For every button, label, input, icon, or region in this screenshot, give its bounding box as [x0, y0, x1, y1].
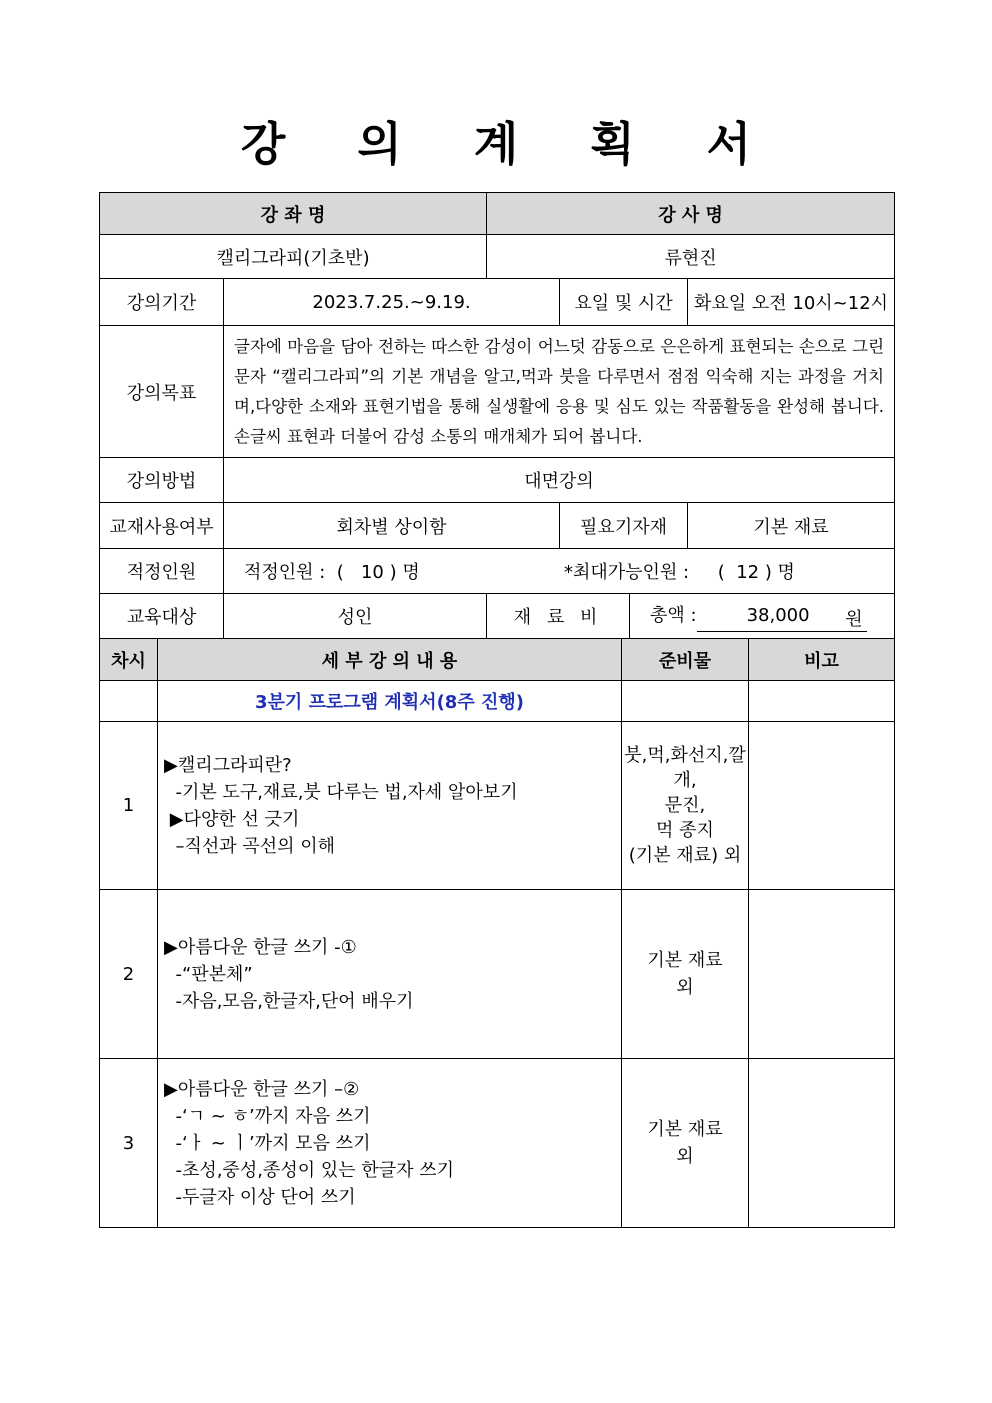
- content-line: ▶다양한 선 긋기: [164, 808, 300, 830]
- target-value: 성인: [224, 594, 487, 639]
- content-line: -“판본체”: [164, 963, 253, 985]
- course-name-value: 캘리그라피(기초반): [100, 235, 487, 279]
- material-line: (기본 재료) 외: [628, 845, 742, 866]
- day-time-value: 화요일 오전 10시~12시: [688, 279, 895, 326]
- note-header: 비고: [749, 639, 895, 681]
- course-name-header: 강 좌 명: [100, 193, 487, 235]
- max-capacity-value: *최대가능인원 : ( 12 ) 명: [564, 562, 795, 583]
- session-content: [158, 890, 622, 1059]
- content-line: -두글자 이상 단어 쓰기: [164, 1186, 356, 1208]
- session-number: 2: [100, 890, 158, 1059]
- session-note: [749, 1059, 895, 1228]
- total-unit: 원: [845, 608, 863, 630]
- period-value: 2023.7.25.~9.19.: [224, 279, 560, 326]
- goal-label: 강의목표: [100, 326, 224, 458]
- schedule-table: [99, 638, 895, 1228]
- content-line: ▶아름다운 한글 쓰기 -①: [164, 936, 357, 958]
- content-line: -‘ㅏ ~ ㅣ’까지 모음 쓰기: [164, 1132, 371, 1154]
- session-materials: [622, 890, 749, 1059]
- table-row: [100, 722, 895, 890]
- equipment-label: 필요기자재: [560, 503, 688, 549]
- session-note: [749, 890, 895, 1059]
- material-fee-label: 재 료 비: [487, 594, 630, 639]
- material-line: 외: [676, 977, 694, 998]
- capacity-row: [224, 549, 895, 594]
- instructor-value: 류현진: [487, 235, 895, 279]
- content-line: ▶아름다운 한글 쓰기 –②: [164, 1078, 360, 1100]
- equipment-value: 기본 재료: [688, 503, 895, 549]
- content-header: 세 부 강 의 내 용: [158, 639, 622, 681]
- document-title: 강 의 계 획 서: [240, 117, 780, 171]
- content-line: -자음,모음,한글자,단어 배우기: [164, 990, 414, 1012]
- method-label: 강의방법: [100, 458, 224, 503]
- material-line: 기본 재료: [647, 1119, 723, 1140]
- capacity-label: 적정인원: [100, 549, 224, 594]
- textbook-label: 교재사용여부: [100, 503, 224, 549]
- session-content: [158, 722, 622, 890]
- total-label: 총액 :: [650, 604, 697, 626]
- content-line: -기본 도구,재료,붓 다루는 법,자세 알아보기: [164, 781, 518, 803]
- total-amount: 38,000: [746, 604, 810, 626]
- session-number: 3: [100, 1059, 158, 1228]
- session-note: [749, 722, 895, 890]
- material-line: 기본 재료: [647, 950, 723, 971]
- program-title-blank: [100, 681, 158, 722]
- session-header: 차시: [100, 639, 158, 681]
- program-title: 3분기 프로그램 계획서(8주 진행): [158, 681, 622, 722]
- day-time-label: 요일 및 시간: [560, 279, 688, 326]
- session-materials: [622, 1059, 749, 1228]
- session-number: 1: [100, 722, 158, 890]
- content-line: –직선과 곡선의 이해: [164, 835, 335, 857]
- goal-value: 글자에 마음을 담아 전하는 따스한 감성이 어느덧 감동으로 은은하게 표현되는 손으로 그린 문자 “캘리그라피”의 기본 개념을 알고,먹과 붓을 다루면서 점점 익숙해 지는 과정을 거치며,다양한 소재와 표현기법을 통해 실생활에 응용 및 심도 있는 작품활동을 완성해 봅니다.손글씨 표현과 더불어 감성 소통의 매개체가 되어 봅니다.: [224, 326, 895, 458]
- material-line: 먹 종지: [656, 820, 714, 841]
- instructor-header: 강 사 명: [487, 193, 895, 235]
- program-title-materials-blank: [622, 681, 749, 722]
- content-line: ▶캘리그라피란?: [164, 754, 292, 776]
- session-materials: [622, 722, 749, 890]
- session-content: [158, 1059, 622, 1228]
- capacity-value: 적정인원 : ( 10 ) 명: [244, 562, 420, 583]
- program-title-note-blank: [749, 681, 895, 722]
- total-amount-line: [697, 605, 867, 632]
- table-row: [100, 890, 895, 1059]
- textbook-value: 회차별 상이함: [224, 503, 560, 549]
- material-line: 문진,: [664, 795, 706, 816]
- content-line: -‘ㄱ ~ ㅎ’까지 자음 쓰기: [164, 1105, 371, 1127]
- content-line: -초성,중성,종성이 있는 한글자 쓰기: [164, 1159, 454, 1181]
- table-row: [100, 1059, 895, 1228]
- period-label: 강의기간: [100, 279, 224, 326]
- material-line: 외: [676, 1146, 694, 1167]
- method-value: 대면강의: [224, 458, 895, 503]
- course-info-table: [99, 192, 895, 639]
- material-line: 붓,먹,화선지,깔개,: [624, 745, 746, 791]
- total-cell: [630, 594, 895, 639]
- target-label: 교육대상: [100, 594, 224, 639]
- materials-header: 준비물: [622, 639, 749, 681]
